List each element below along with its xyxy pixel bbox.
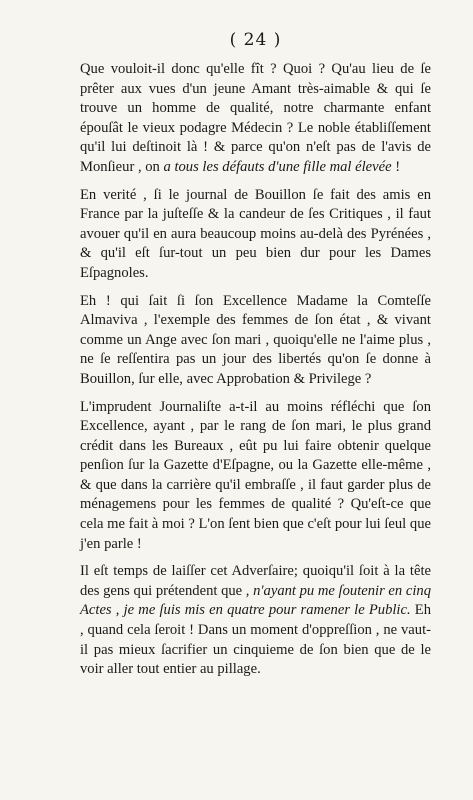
- text-run: Eh ! qui ſait ſi ſon Excellence Madame la Comteſſe Almaviva , l'exemple des femmes de ſon état , & vivant comme un Ange avec ſon mari , quoiqu'elle ne l'aime plus , ne ſe reſſentira pas un jour des libertés qu'on ſe donne à Bouillon, ſur elle, avec Approbation & Privilege ?: [80, 292, 431, 387]
- italic-run: a tous les défauts d'une fille mal élevée: [163, 158, 392, 175]
- page-number: ( 24 ): [229, 30, 282, 50]
- italic-run: n'ayant pu me ſoutenir en cinq Actes , je me ſuis mis en quatre pour ramener le Public.: [80, 582, 431, 619]
- paragraph-3: [80, 292, 431, 390]
- text-run: Eh , quand cela ſeroit ! Dans un moment d'oppreſſion , ne vaut-il pas mieux ſacrifier un cinquieme de ſon bien que de le voir aller tout entier au pillage.: [80, 602, 431, 678]
- text-run: Il eſt temps de laiſſer cet Adverſaire; quoiqu'il ſoit à la tête des gens qui prétendent que ,: [80, 563, 431, 599]
- text-run: L'imprudent Journaliſte a-t-il au moins réfléchi que ſon Excellence, ayant , par le rang de ſon mari, le plus grand crédit dans les Bureaux , eût pu lui faire obtenir quelque penſion ſur la Gazette d'Eſpagne, ou la Gazette elle-même , & que dans la carrière qu'il embraſſe , il faut garder plus de ménagemens pour les femmes de qualité ? Qu'eſt-ce que cela me fait à moi ? L'on ſent bien que c'eſt pour lui ſeul que j'en parle !: [80, 398, 431, 552]
- text-run: En verité , ſi le journal de Bouillon ſe fait des amis en France par la juſteſſe & la candeur de ſes Critiques , il faut avouer qu'il en aura beaucoup moins au-delà des Pyrénées , & qu'il eſt ſur-tout un peu bien dur pour les Dames Eſpagnoles.: [80, 186, 431, 281]
- paragraph-1: [80, 60, 431, 178]
- paragraph-2: [80, 186, 431, 284]
- text-run: Que vouloit-il donc qu'elle fît ? Quoi ? Qu'au lieu de ſe prêter aux vues d'un jeune Amant très-aimable & qui ſe trouve un homme de qualité, notre charmante enfant épouſât le vieux podagre Médecin ? Le noble établiſſement qu'il lui deſtinoit là ! & parce qu'on n'eſt pas de l'avis de Monſieur , on: [80, 61, 431, 175]
- text-run: !: [391, 158, 401, 175]
- paragraph-4: [80, 398, 431, 555]
- paragraph-5: [80, 562, 431, 680]
